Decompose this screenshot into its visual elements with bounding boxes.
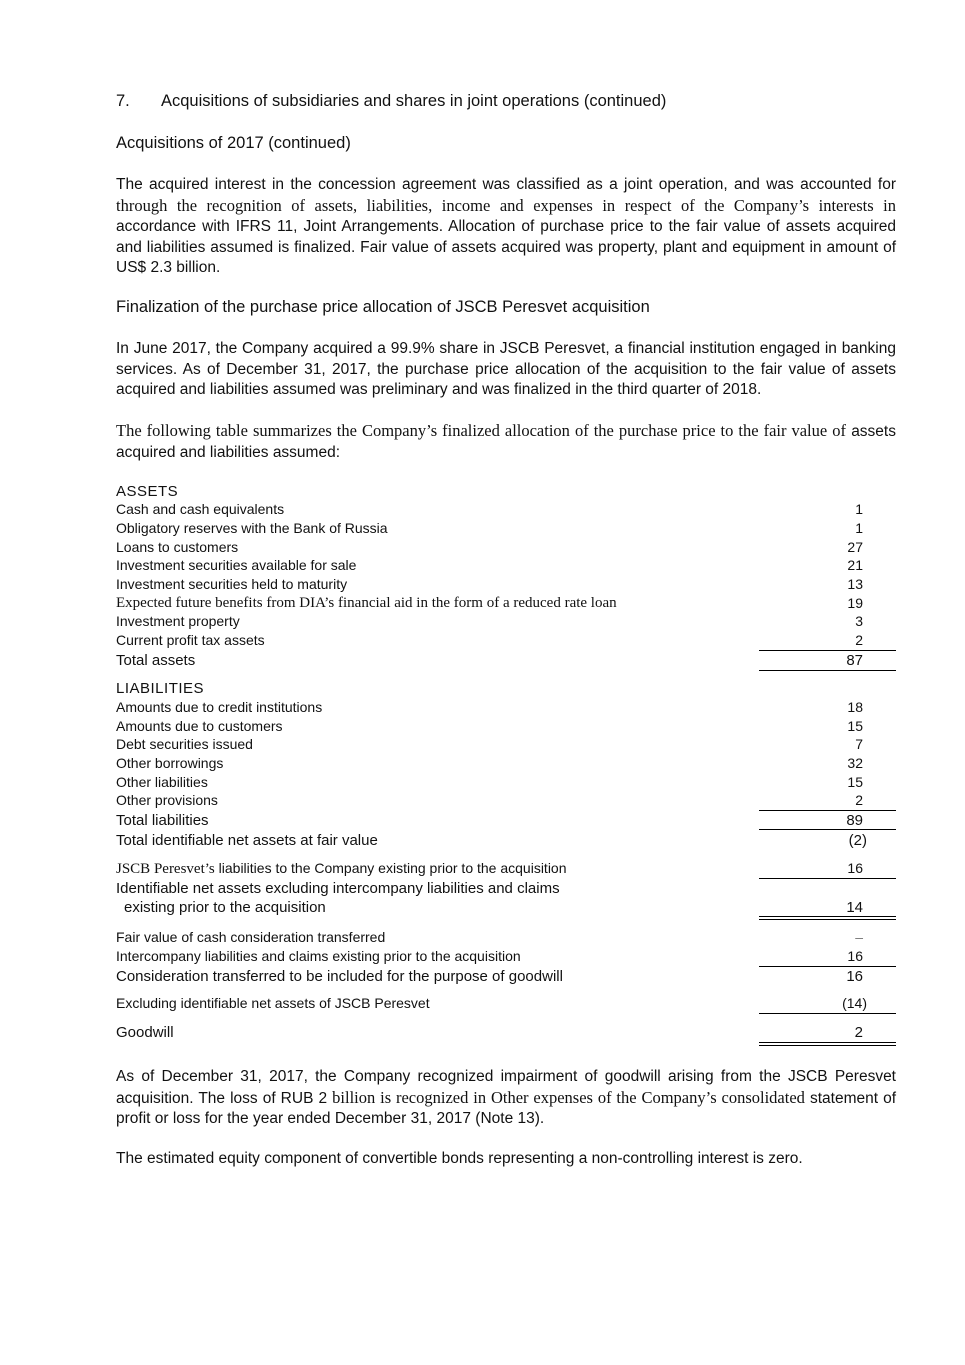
table-row: Loans to customers 27	[116, 539, 863, 555]
paragraph-table-intro: The following table summarizes the Company’s finalized allocation of the purchase price to the fair value of assets acquired and liabilities assumed:	[116, 421, 896, 461]
table-row: Other provisions 2	[116, 792, 863, 808]
table-row: Investment property 3	[116, 613, 863, 629]
table-row: Amounts due to customers 15	[116, 718, 863, 734]
prior-liabilities-row: JSCB Peresvet’s liabilities to the Company existing prior to the acquisition 16	[116, 860, 863, 877]
table-row: Current profit tax assets 2	[116, 632, 863, 648]
double-divider	[759, 916, 896, 920]
divider	[759, 829, 896, 830]
divider	[759, 878, 896, 879]
divider	[759, 1013, 896, 1014]
table-row: Obligatory reserves with the Bank of Russia 1	[116, 520, 863, 536]
table-row: Amounts due to credit institutions 18	[116, 699, 863, 715]
subsection-title: Acquisitions of 2017 (continued)	[116, 134, 351, 152]
consideration-goodwill-row: Consideration transferred to be included for the purpose of goodwill 16	[116, 968, 863, 985]
liabilities-header: LIABILITIES	[116, 680, 205, 697]
goodwill-row: Goodwill 2	[116, 1024, 863, 1041]
divider	[759, 670, 896, 671]
table-row: Expected future benefits from DIA’s financial aid in the form of a reduced rate loan 19	[116, 595, 863, 611]
table-row: Investment securities held to maturity 13	[116, 576, 863, 592]
excl-intercompany-row-a: Identifiable net assets excluding intercompany liabilities and claims	[116, 880, 560, 897]
table-row: Debt securities issued 7	[116, 736, 863, 752]
table-row: Cash and cash equivalents 1	[116, 501, 863, 517]
intercompany-row: Intercompany liabilities and claims existing prior to the acquisition 16	[116, 948, 863, 964]
peresvet-section-title: Finalization of the purchase price allocation of JSCB Peresvet acquisition	[116, 298, 650, 316]
double-divider	[759, 1042, 896, 1046]
divider	[759, 650, 896, 651]
assets-header: ASSETS	[116, 483, 179, 500]
table-row: Other liabilities 15	[116, 774, 863, 790]
excluding-net-assets-row: Excluding identifiable net assets of JSCB Peresvet (14)	[116, 995, 867, 1011]
divider	[759, 810, 896, 811]
paragraph-concession: The acquired interest in the concession agreement was classified as a joint operation, and was accounted for through the recognition of assets, liabilities, income and expenses in respect of the Company’s interests in accordance with IFRS 11, Joint Arrangements. Allocation of purchase price to the fair value of assets acquired and liabilities assumed is finalized. Fair value of assets acquired was property, plant and equipment in amount of US$ 2.3 billion.	[116, 176, 896, 276]
section-heading	[116, 92, 666, 111]
paragraph-peresvet: In June 2017, the Company acquired a 99.9% share in JSCB Peresvet, a financial institution engaged in banking services. As of December 31, 2017, the purchase price allocation of the acquisition to the fair value of assets acquired and liabilities assumed was preliminary and was finalized in the third quarter of 2018.	[116, 340, 896, 398]
table-row: Investment securities available for sale 21	[116, 557, 863, 573]
table-row: Other borrowings 32	[116, 755, 863, 771]
paragraph-equity-component: The estimated equity component of convertible bonds representing a non-controlling interest is zero.	[116, 1150, 803, 1167]
paragraph-impairment: As of December 31, 2017, the Company recognized impairment of goodwill arising from the JSCB Peresvet acquisition. The loss of RUB 2 billion is recognized in Other expenses of the Company’s consolidated statement of profit or loss for the year ended December 31, 2017 (Note 13).	[116, 1068, 897, 1127]
excl-intercompany-row-b: existing prior to the acquisition 14	[124, 899, 863, 916]
total-liabilities-row: Total liabilities 89	[116, 812, 863, 829]
divider	[759, 966, 896, 967]
total-assets-row: Total assets 87	[116, 652, 863, 669]
net-assets-row: Total identifiable net assets at fair value (2)	[116, 832, 867, 849]
section-title: Acquisitions of subsidiaries and shares in joint operations (continued)	[161, 92, 667, 110]
section-number: 7.	[116, 92, 130, 110]
cash-consideration-row: Fair value of cash consideration transferred –	[116, 929, 863, 945]
